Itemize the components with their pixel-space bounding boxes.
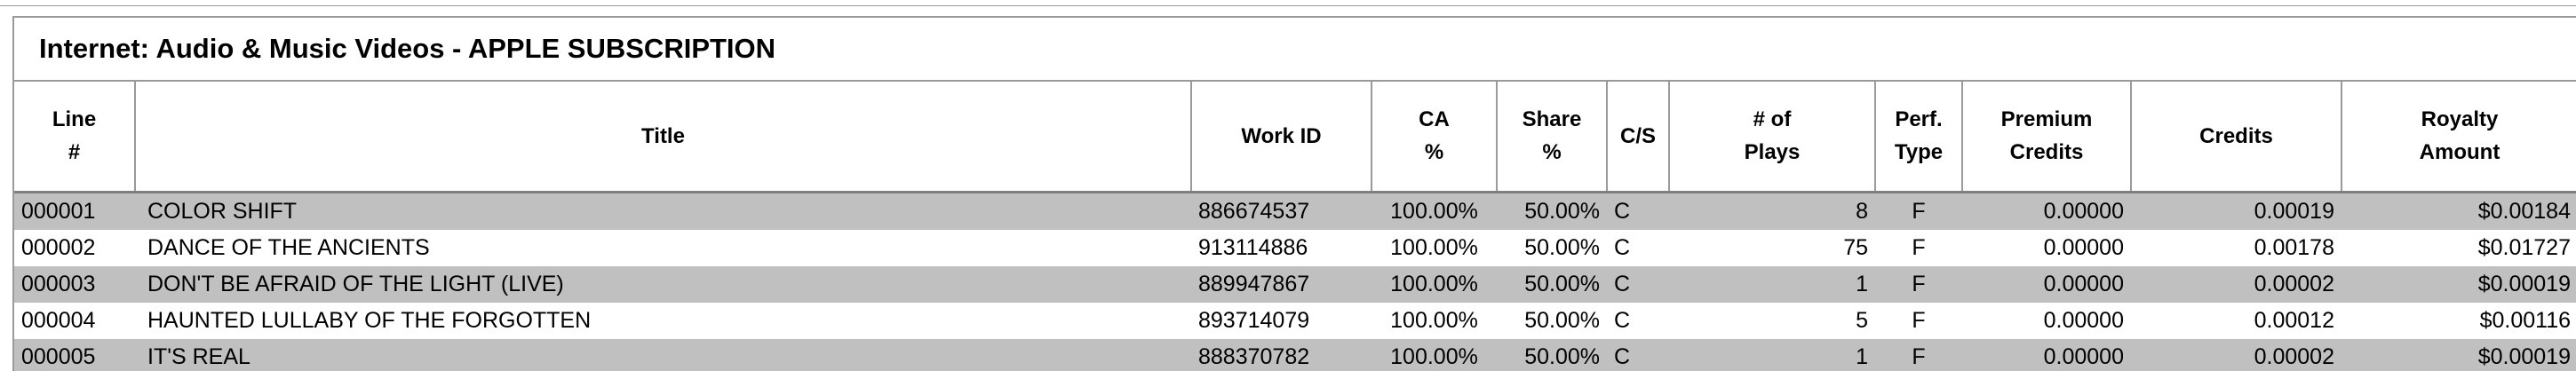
- cell-line: 000001: [14, 192, 135, 230]
- page-divider: [0, 5, 2576, 6]
- cell-ca: 100.00%: [1371, 230, 1497, 266]
- cell-work-id: 888370782: [1191, 339, 1371, 371]
- col-header-cs: C/S: [1607, 82, 1669, 192]
- cell-line: 000003: [14, 266, 135, 303]
- cell-credits: 0.00178: [2131, 230, 2341, 266]
- cell-cs: C: [1607, 230, 1669, 266]
- cell-work-id: 893714079: [1191, 303, 1371, 339]
- cell-plays: 1: [1669, 266, 1875, 303]
- cell-royalty: $0.00019: [2341, 266, 2576, 303]
- cell-ca: 100.00%: [1371, 266, 1497, 303]
- col-header-ca: CA %: [1371, 82, 1497, 192]
- table-row: [14, 266, 2576, 303]
- cell-work-id: 889947867: [1191, 266, 1371, 303]
- cell-cs: C: [1607, 266, 1669, 303]
- cell-work-id: 886674537: [1191, 192, 1371, 230]
- royalty-statement-section: [12, 16, 2576, 371]
- table-row: [14, 339, 2576, 371]
- cell-ca: 100.00%: [1371, 303, 1497, 339]
- cell-perf-type: F: [1875, 230, 1962, 266]
- cell-cs: C: [1607, 339, 1669, 371]
- cell-title: IT'S REAL: [135, 339, 1191, 371]
- cell-title: DON'T BE AFRAID OF THE LIGHT (LIVE): [135, 266, 1191, 303]
- cell-royalty: $0.01727: [2341, 230, 2576, 266]
- cell-title: COLOR SHIFT: [135, 192, 1191, 230]
- cell-cs: C: [1607, 192, 1669, 230]
- cell-premium-credits: 0.00000: [1962, 303, 2131, 339]
- cell-ca: 100.00%: [1371, 192, 1497, 230]
- cell-cs: C: [1607, 303, 1669, 339]
- table-row: [14, 303, 2576, 339]
- section-title: Internet: Audio & Music Videos - APPLE SUBSCRIPTION: [14, 18, 2576, 82]
- cell-royalty: $0.00019: [2341, 339, 2576, 371]
- table-row: [14, 192, 2576, 230]
- cell-royalty: $0.00116: [2341, 303, 2576, 339]
- cell-ca: 100.00%: [1371, 339, 1497, 371]
- col-header-share: Share %: [1497, 82, 1607, 192]
- cell-royalty: $0.00184: [2341, 192, 2576, 230]
- cell-premium-credits: 0.00000: [1962, 230, 2131, 266]
- cell-title: HAUNTED LULLABY OF THE FORGOTTEN: [135, 303, 1191, 339]
- col-header-premium-credits: Premium Credits: [1962, 82, 2131, 192]
- cell-credits: 0.00002: [2131, 266, 2341, 303]
- cell-line: 000004: [14, 303, 135, 339]
- cell-credits: 0.00019: [2131, 192, 2341, 230]
- cell-share: 50.00%: [1497, 266, 1607, 303]
- col-header-royalty: Royalty Amount: [2341, 82, 2576, 192]
- cell-premium-credits: 0.00000: [1962, 266, 2131, 303]
- cell-credits: 0.00012: [2131, 303, 2341, 339]
- cell-premium-credits: 0.00000: [1962, 192, 2131, 230]
- cell-plays: 5: [1669, 303, 1875, 339]
- cell-share: 50.00%: [1497, 303, 1607, 339]
- col-header-work-id: Work ID: [1191, 82, 1371, 192]
- cell-perf-type: F: [1875, 303, 1962, 339]
- cell-share: 50.00%: [1497, 192, 1607, 230]
- cell-plays: 1: [1669, 339, 1875, 371]
- cell-line: 000005: [14, 339, 135, 371]
- cell-perf-type: F: [1875, 192, 1962, 230]
- col-header-line: Line #: [14, 82, 135, 192]
- cell-work-id: 913114886: [1191, 230, 1371, 266]
- cell-premium-credits: 0.00000: [1962, 339, 2131, 371]
- cell-perf-type: F: [1875, 266, 1962, 303]
- royalty-table: [14, 82, 2576, 371]
- col-header-perf-type: Perf. Type: [1875, 82, 1962, 192]
- cell-perf-type: F: [1875, 339, 1962, 371]
- table-row: [14, 230, 2576, 266]
- cell-credits: 0.00002: [2131, 339, 2341, 371]
- col-header-plays: # of Plays: [1669, 82, 1875, 192]
- table-header-row: [14, 82, 2576, 192]
- cell-line: 000002: [14, 230, 135, 266]
- cell-plays: 8: [1669, 192, 1875, 230]
- col-header-title: Title: [135, 82, 1191, 192]
- cell-share: 50.00%: [1497, 230, 1607, 266]
- cell-title: DANCE OF THE ANCIENTS: [135, 230, 1191, 266]
- cell-plays: 75: [1669, 230, 1875, 266]
- cell-share: 50.00%: [1497, 339, 1607, 371]
- col-header-credits: Credits: [2131, 82, 2341, 192]
